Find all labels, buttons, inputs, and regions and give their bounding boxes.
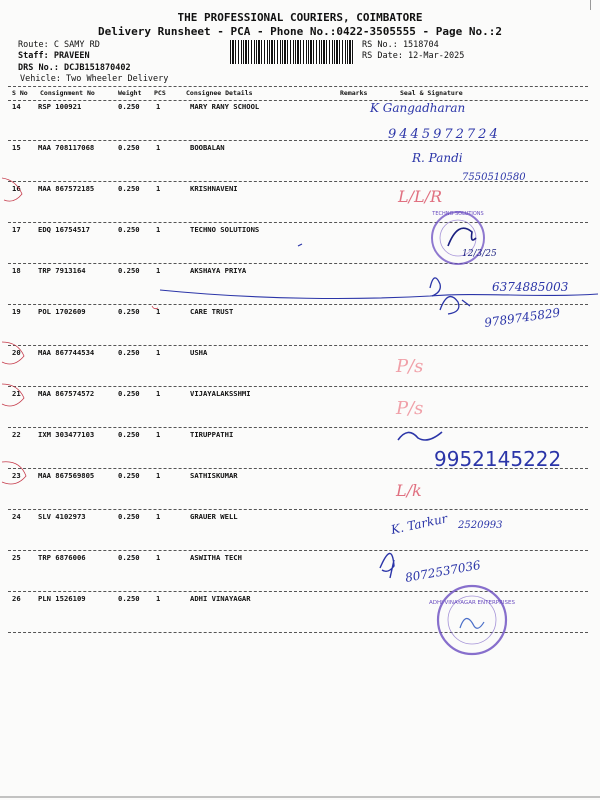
row-weight: 0.250 (118, 553, 140, 562)
rs-number: RS No.: 1518704 (362, 40, 439, 50)
row-weight: 0.250 (118, 389, 140, 398)
row-pcs: 1 (156, 266, 161, 275)
row-consignment: MAA 867574572 (38, 389, 95, 398)
table-row (0, 389, 600, 429)
row-sno: 23 (12, 471, 21, 480)
row-consignment: MAA 867572185 (38, 184, 95, 193)
row-pcs: 1 (156, 471, 161, 480)
stamp26-text: ADHI VINAYAGAR ENTERPRISES (429, 600, 515, 606)
hw-r15-name: R. Pandi (412, 151, 463, 165)
row-weight: 0.250 (118, 512, 140, 521)
row-divider (8, 468, 588, 469)
row-pcs: 1 (156, 348, 161, 357)
row-sno: 24 (12, 512, 21, 521)
row-consignee: USHA (190, 348, 208, 357)
hw-r21-mark: P/s (396, 398, 424, 419)
row-sno: 19 (12, 307, 21, 316)
runsheet-subtitle: Delivery Runsheet - PCA - Phone No.:0422-3505555 - Page No.:2 (98, 25, 502, 38)
corner-mark (590, 0, 600, 10)
hw-r15-phone: 7550510580 (462, 172, 526, 183)
row-weight: 0.250 (118, 348, 140, 357)
table-row (0, 553, 600, 593)
col-consignee: Consignee Details (186, 89, 253, 97)
row-consignee: KRISHNAVENI (190, 184, 238, 193)
row-consignee: TECHNO SOLUTIONS (190, 225, 260, 234)
row-sno: 20 (12, 348, 21, 357)
row-pcs: 1 (156, 512, 161, 521)
row-consignment: TRP 6876006 (38, 553, 86, 562)
table-row (0, 225, 600, 265)
row-divider (8, 591, 588, 592)
hw-r24-phone: 2520993 (458, 520, 503, 531)
row-divider (8, 345, 588, 346)
row-divider (8, 304, 588, 305)
row-pcs: 1 (156, 307, 161, 316)
table-row (0, 512, 600, 552)
table-row (0, 348, 600, 388)
row-weight: 0.250 (118, 225, 140, 234)
row-weight: 0.250 (118, 143, 140, 152)
header-top-rule (8, 86, 588, 87)
row-consignee: GRAUER WELL (190, 512, 238, 521)
row-sno: 25 (12, 553, 21, 562)
row-pcs: 1 (156, 553, 161, 562)
hw-r14-phone: 9445972724 (388, 127, 501, 142)
row-weight: 0.250 (118, 471, 140, 480)
row-consignment: PLN 1526109 (38, 594, 86, 603)
row-divider (8, 427, 588, 428)
hw-r18-phone: 6374885003 (492, 280, 569, 294)
row-pcs: 1 (156, 225, 161, 234)
row-divider (8, 263, 588, 264)
col-consignment: Consignment No (40, 89, 95, 97)
table-row (0, 471, 600, 511)
row-divider (8, 386, 588, 387)
row-consignee: TIRUPPATHI (190, 430, 234, 439)
row-consignment: SLV 4102973 (38, 512, 86, 521)
row-pcs: 1 (156, 430, 161, 439)
table-row (0, 594, 600, 634)
row-consignment: RSP 100921 (38, 102, 82, 111)
row-consignment: MAA 867744534 (38, 348, 95, 357)
col-seal: Seal & Signature (400, 89, 463, 97)
row-divider (8, 222, 588, 223)
col-sno: S No (12, 89, 28, 97)
row-divider (8, 550, 588, 551)
barcode (230, 40, 354, 64)
row-consignee: MARY RANY SCHOOL (190, 102, 260, 111)
col-remarks: Remarks (340, 89, 368, 97)
row-sno: 21 (12, 389, 21, 398)
table-row (0, 307, 600, 347)
hw-r17-date: 12/3/25 (462, 249, 497, 259)
hw-r16-mark: L/L/R (398, 187, 443, 206)
row-pcs: 1 (156, 102, 161, 111)
hw-r23-mark: L/k (396, 481, 422, 500)
row-weight: 0.250 (118, 307, 140, 316)
row-consignee: ASWITHA TECH (190, 553, 242, 562)
row-consignee: CARE TRUST (190, 307, 234, 316)
col-pcs: PCS (154, 89, 166, 97)
table-row (0, 102, 600, 142)
row-sno: 15 (12, 143, 21, 152)
row-consignment: MAA 867569805 (38, 471, 95, 480)
table-row (0, 143, 600, 183)
row-sno: 16 (12, 184, 21, 193)
hw-r22-phone: 9952145222 (434, 447, 562, 471)
row-consignment: EDQ 16754517 (38, 225, 90, 234)
row-consignee: AKSHAYA PRIYA (190, 266, 247, 275)
row-weight: 0.250 (118, 266, 140, 275)
table-row (0, 430, 600, 470)
hw-r20-mark: P/s (396, 356, 424, 377)
row-sno: 14 (12, 102, 21, 111)
row-divider (8, 181, 588, 182)
hw-r19-phone: 9789745829 (483, 305, 562, 330)
row-consignment: TRP 7913164 (38, 266, 86, 275)
row-sno: 22 (12, 430, 21, 439)
row-weight: 0.250 (118, 102, 140, 111)
row-weight: 0.250 (118, 184, 140, 193)
header-bottom-rule (8, 100, 588, 101)
row-consignee: VIJAYALAKSSHMI (190, 389, 251, 398)
row-consignment: POL 1702609 (38, 307, 86, 316)
row-divider (8, 140, 588, 141)
drs-number: DRS No.: DCJB151870402 (18, 63, 131, 73)
rs-date: RS Date: 12-Mar-2025 (362, 51, 465, 61)
stamp17-text: TECHNO SOLUTIONS (432, 211, 484, 217)
row-pcs: 1 (156, 143, 161, 152)
col-weight: Weight (118, 89, 142, 97)
table-row (0, 184, 600, 224)
row-sno: 18 (12, 266, 21, 275)
row-consignee: ADHI VINAYAGAR (190, 594, 251, 603)
hw-r24-name: K. Tarkur (389, 511, 449, 537)
row-pcs: 1 (156, 594, 161, 603)
row-pcs: 1 (156, 389, 161, 398)
row-consignment: IXM 303477103 (38, 430, 95, 439)
company-title: THE PROFESSIONAL COURIERS, COIMBATORE (177, 11, 423, 24)
staff-label: Staff: PRAVEEN (18, 51, 90, 61)
vehicle-label: Vehicle: Two Wheeler Delivery (20, 74, 169, 84)
row-sno: 26 (12, 594, 21, 603)
route-label: Route: C SAMY RD (18, 40, 100, 50)
row-consignee: BOOBALAN (190, 143, 225, 152)
hw-r14-name: K Gangadharan (370, 101, 466, 115)
row-sno: 17 (12, 225, 21, 234)
row-consignee: SATHISKUMAR (190, 471, 238, 480)
row-divider (8, 509, 588, 510)
hw-r25-phone: 8072537036 (404, 557, 482, 585)
row-divider (8, 632, 588, 633)
row-weight: 0.250 (118, 594, 140, 603)
table-row (0, 266, 600, 306)
row-pcs: 1 (156, 184, 161, 193)
row-weight: 0.250 (118, 430, 140, 439)
row-consignment: MAA 708117068 (38, 143, 95, 152)
